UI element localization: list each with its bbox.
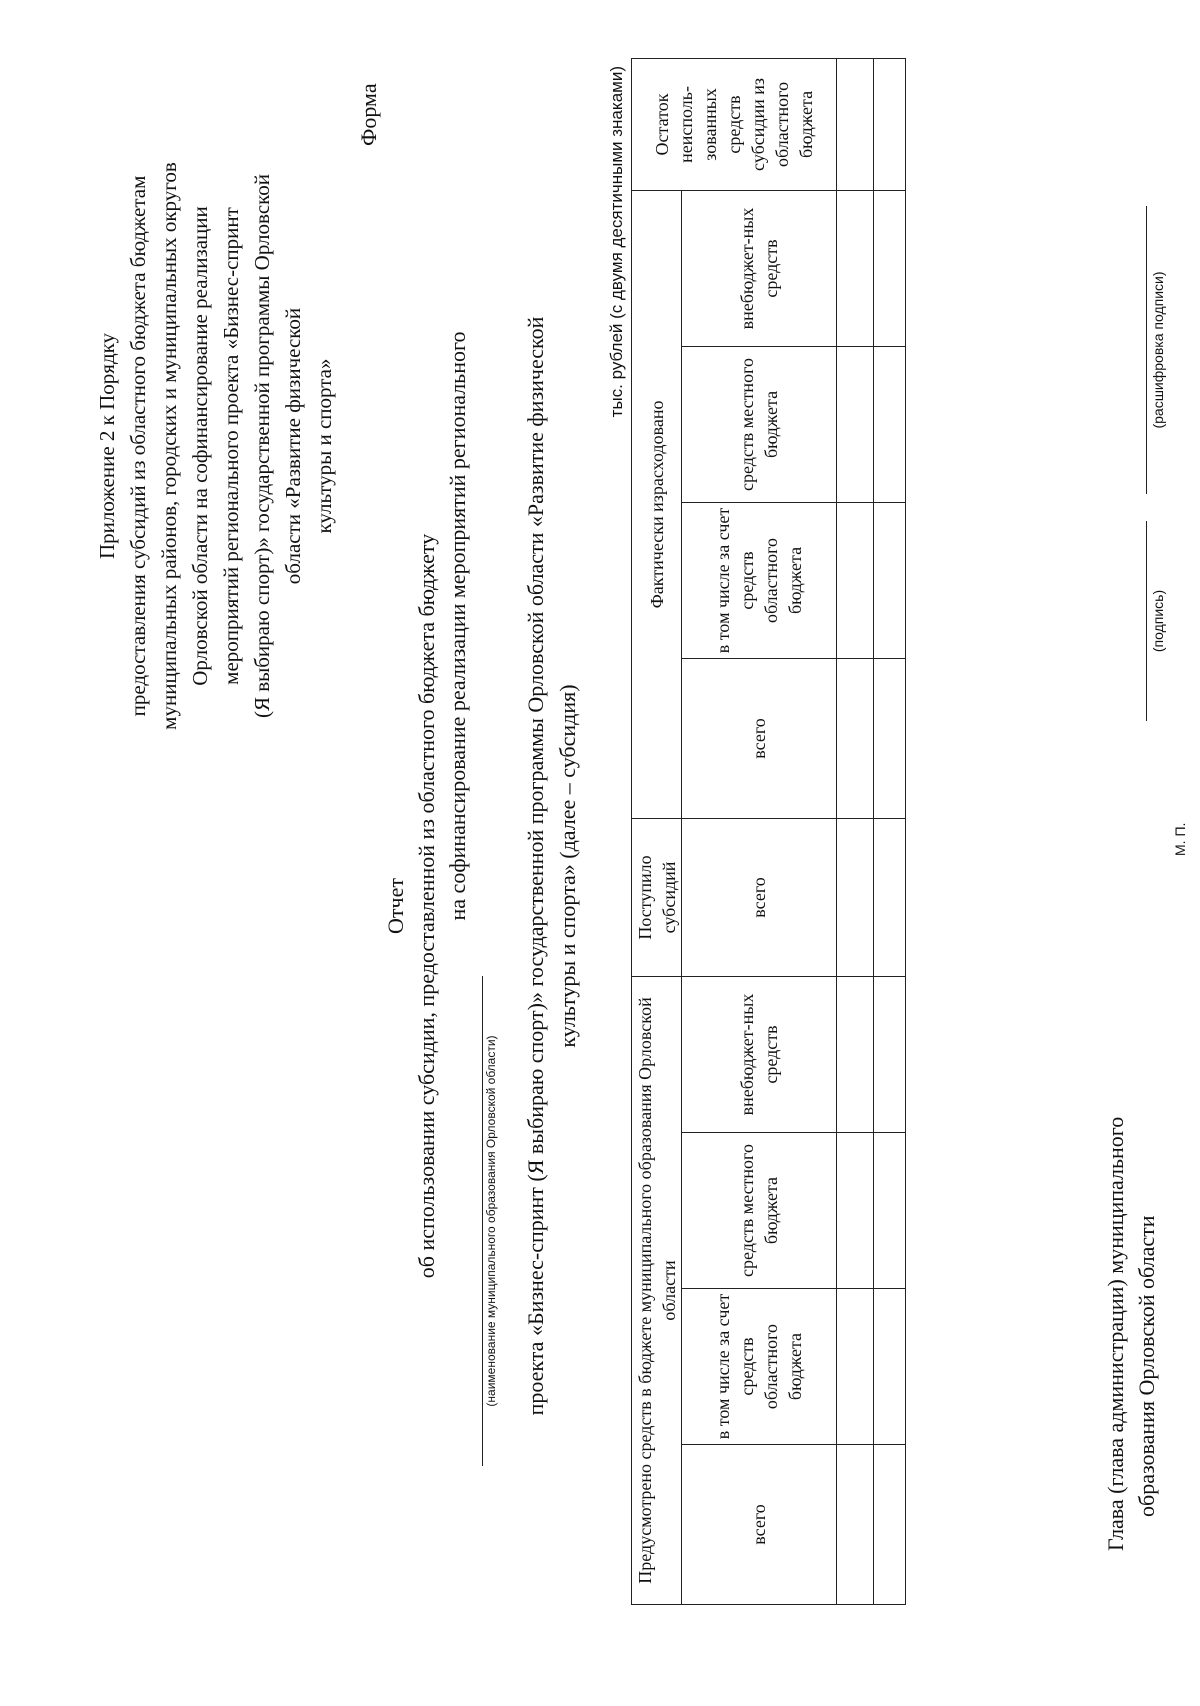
table-cell[interactable]: [874, 1445, 906, 1605]
table-cell[interactable]: [837, 346, 874, 502]
header-planned: Предусмотрено средств в бюджете муниципального образования Орловской области: [632, 976, 682, 1604]
header-spent: Фактически израсходовано: [632, 190, 682, 818]
planned-local-header: средств местного бюджета: [682, 1133, 837, 1289]
head-title-line-1: Глава (глава администрации) муниципального: [1103, 1116, 1128, 1551]
spent-local-header: средств местного бюджета: [682, 346, 837, 502]
header-line: муниципальных районов, городских и муниципальных округов: [157, 162, 181, 730]
report-table: [631, 58, 906, 1605]
table-cell[interactable]: [874, 58, 906, 190]
header-line: предоставления субсидий из областного бюджета бюджетам: [126, 175, 150, 717]
spent-extrabudget-header: внебюджет-ных средств: [682, 190, 837, 346]
header-line: (Я выбираю спорт)» государственной программы Орловской: [250, 173, 274, 719]
header-received: Поступило субсидий: [632, 818, 682, 976]
spent-regional-header: в том числе за счет средств областного бюджета: [682, 502, 837, 658]
units-note: тыс. рублей (с двумя десятичными знаками): [607, 66, 626, 418]
signature-line: [1146, 521, 1147, 721]
header-line: области «Развитие физической: [281, 307, 305, 585]
table-cell[interactable]: [837, 190, 874, 346]
report-line-3: проекта «Бизнес-спринт (Я выбираю спорт)» государственной программы Орловской области «Развитие физической: [523, 316, 548, 1416]
table-cell[interactable]: [874, 502, 906, 658]
table-cell[interactable]: [874, 658, 906, 818]
municipality-name-caption: (наименование муниципального образования Орловской области): [484, 1035, 498, 1407]
decode-caption: (расшифровка подписи): [1150, 271, 1166, 429]
header-line: мероприятий регионального проекта «Бизнес-спринт: [219, 207, 243, 685]
table-cell[interactable]: [837, 818, 874, 976]
report-title-block: [380, 146, 473, 1666]
table-cell[interactable]: [837, 1133, 874, 1289]
form-label: Форма: [356, 83, 381, 146]
table-cell[interactable]: [874, 190, 906, 346]
table-cell[interactable]: [874, 1133, 906, 1289]
decode-line: [1146, 206, 1147, 494]
table-cell[interactable]: [874, 1289, 906, 1445]
table-row: [837, 58, 874, 1604]
signature-caption: (подпись): [1150, 589, 1166, 653]
table-cell[interactable]: [874, 818, 906, 976]
received-total-header: всего: [682, 818, 837, 976]
appendix-header: [92, 126, 340, 766]
table-cell[interactable]: [837, 58, 874, 190]
table-cell[interactable]: [837, 1289, 874, 1445]
table-cell[interactable]: [874, 346, 906, 502]
planned-total-header: всего: [682, 1445, 837, 1605]
report-line-2: на софинансирование реализации мероприятий регионального: [445, 331, 470, 921]
table-cell[interactable]: [837, 976, 874, 1132]
table-cell[interactable]: [837, 1445, 874, 1605]
header-line: культуры и спорта»: [312, 358, 336, 534]
header-line: Орловской области на софинансирование реализации: [188, 206, 212, 686]
report-line-4: культуры и спорта» (далее – субсидия): [555, 684, 580, 1048]
spent-total-header: всего: [682, 658, 837, 818]
municipality-name-line: [482, 976, 483, 1466]
table-cell[interactable]: [837, 502, 874, 658]
seal-placeholder: М. П.: [1172, 822, 1188, 856]
table-cell[interactable]: [837, 658, 874, 818]
header-line: Приложение 2 к Порядку: [95, 332, 119, 560]
report-title: Отчет: [383, 878, 408, 934]
head-signature-title: [1100, 1117, 1162, 1551]
head-title-line-2: образования Орловской области: [1134, 1215, 1159, 1517]
header-remainder: Остаток неисполь-зованных средств субсидии из областного бюджета: [632, 58, 837, 190]
report-continuation: [520, 126, 584, 1606]
table-cell[interactable]: [874, 976, 906, 1132]
table-row: [874, 58, 906, 1604]
report-line-1: об использовании субсидии, предоставленной из областного бюджета бюджету: [414, 533, 439, 1279]
planned-extrabudget-header: внебюджет-ных средств: [682, 976, 837, 1132]
planned-regional-header: в том числе за счет средств областного бюджета: [682, 1289, 837, 1445]
